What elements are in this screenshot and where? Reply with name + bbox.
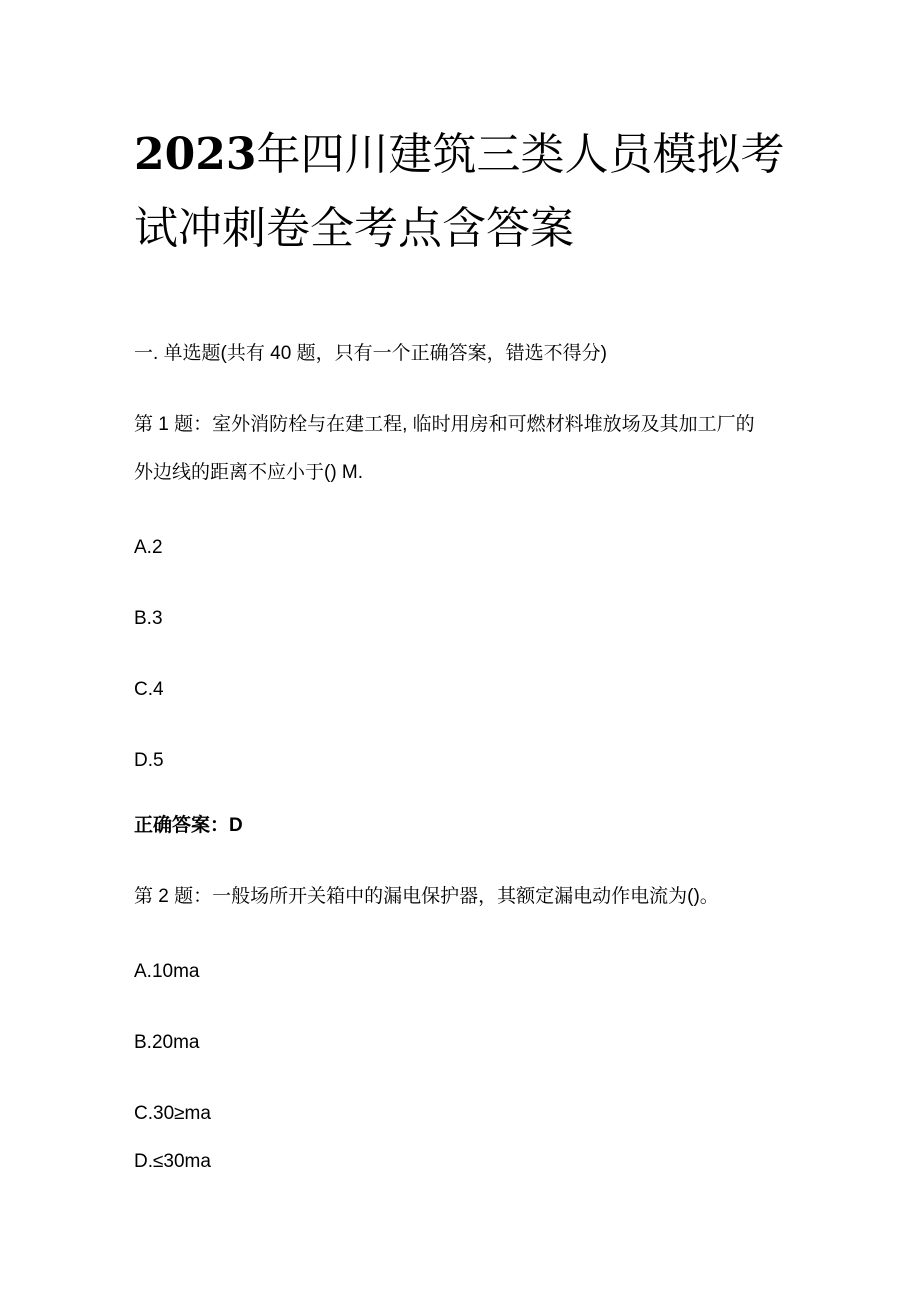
question-2-option-b: B.20ma — [134, 1032, 200, 1053]
document-title — [134, 118, 794, 266]
question-2-stem-line1: 第 2 题：一般场所开关箱中的漏电保护器，其额定漏电动作电流为()。 — [134, 886, 719, 907]
question-2-option-d: D.≤30ma — [134, 1151, 211, 1172]
question-2-option-c: C.30≥ma — [134, 1103, 211, 1124]
question-1-option-b: B.3 — [134, 608, 163, 629]
title-line1-text: 年四川建筑三类人员模拟考 — [256, 129, 785, 180]
question-1-option-c: C.4 — [134, 679, 164, 700]
title-year: 2023 — [134, 129, 257, 180]
question-1-option-d: D.5 — [134, 750, 164, 771]
question-1-answer: 正确答案：D — [134, 815, 243, 836]
question-1-stem-line2: 外边线的距离不应小于() M. — [134, 462, 364, 483]
section-heading: 一. 单选题(共有 40 题，只有一个正确答案，错选不得分) — [134, 343, 607, 364]
title-line2-text: 试冲刺卷全考点含答案 — [134, 203, 574, 254]
question-1-stem-line1: 第 1 题：室外消防栓与在建工程, 临时用房和可燃材料堆放场及其加工厂的 — [134, 414, 755, 435]
question-2-option-a: A.10ma — [134, 961, 200, 982]
question-1-option-a: A.2 — [134, 537, 163, 558]
